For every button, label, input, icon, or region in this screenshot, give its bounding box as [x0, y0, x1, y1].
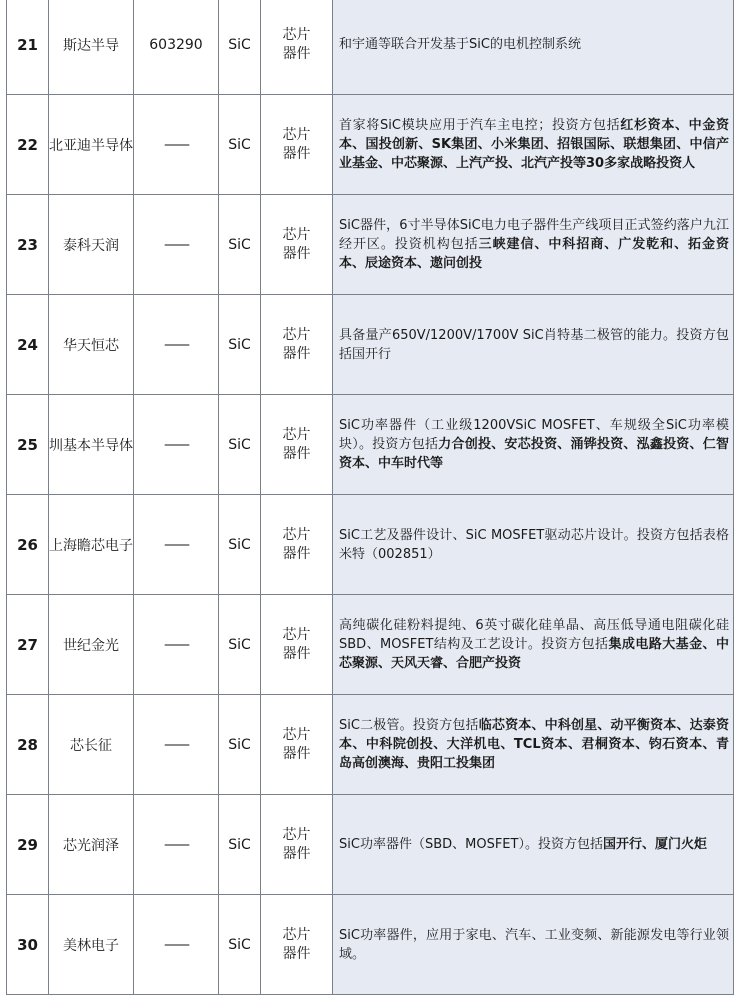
table-row — [7, 395, 734, 495]
description-text: 高纯碳化硅粉料提纯、6英寸碳化硅单晶、高压低导通电阻碳化硅SBD、MOSFET结构及工艺设计。投资方包括 — [339, 618, 729, 652]
product-type — [261, 195, 333, 295]
material: SiC — [219, 695, 261, 795]
description — [333, 695, 734, 795]
description — [333, 595, 734, 695]
product-type-line2: 器件 — [282, 245, 311, 262]
description-text: SiC功率器件，应用于家电、汽车、工业变频、新能源发电等行业领域。 — [339, 927, 729, 962]
description-text: 具备量产650V/1200V/1700V SiC肖特基二极管的能力。投资方包括国开行 — [339, 327, 729, 362]
product-type-line1: 芯片 — [282, 626, 311, 643]
product-type-line1: 芯片 — [282, 926, 311, 943]
product-type — [261, 595, 333, 695]
company-name: 芯长征 — [49, 695, 134, 795]
product-type-line2: 器件 — [282, 645, 311, 662]
row-number: 27 — [7, 595, 49, 695]
stock-code: —— — [134, 395, 219, 495]
row-number: 21 — [7, 0, 49, 95]
product-type — [261, 795, 333, 895]
table-row — [7, 795, 734, 895]
company-name: 斯达半导 — [49, 0, 134, 95]
investor-list: 集成电路大基金、中芯聚源、天风天睿、合肥产投资 — [339, 637, 729, 671]
material: SiC — [219, 95, 261, 195]
table-row — [7, 895, 734, 995]
row-number: 30 — [7, 895, 49, 995]
product-type — [261, 395, 333, 495]
product-type-line1: 芯片 — [282, 726, 311, 743]
description-text: SiC器件，6寸半导体SiC电力电子器件生产线项目正式签约落户九江经开区。投资机构包括 — [339, 218, 729, 252]
description — [333, 0, 734, 95]
product-type — [261, 495, 333, 595]
investor-list: 力合创投、安芯投资、涌铧投资、泓鑫投资、仁智资本、中车时代等 — [339, 437, 729, 471]
stock-code: —— — [134, 795, 219, 895]
product-type-line2: 器件 — [282, 745, 311, 762]
row-number: 29 — [7, 795, 49, 895]
product-type-line1: 芯片 — [282, 826, 311, 843]
company-name: 泰科天润 — [49, 195, 134, 295]
product-type-line1: 芯片 — [282, 226, 311, 243]
product-type-line2: 器件 — [282, 145, 311, 162]
stock-code: —— — [134, 595, 219, 695]
description — [333, 395, 734, 495]
company-name: 上海瞻芯电子 — [49, 495, 134, 595]
description-text: 首家将SiC模块应用于汽车主电控；投资方包括 — [339, 118, 621, 133]
row-number: 23 — [7, 195, 49, 295]
description — [333, 495, 734, 595]
row-number: 24 — [7, 295, 49, 395]
stock-code: —— — [134, 195, 219, 295]
company-name: 美林电子 — [49, 895, 134, 995]
company-name: 北亚迪半导体 — [49, 95, 134, 195]
stock-code: —— — [134, 895, 219, 995]
product-type-line2: 器件 — [282, 945, 311, 962]
material: SiC — [219, 495, 261, 595]
table-row — [7, 495, 734, 595]
material: SiC — [219, 0, 261, 95]
product-type-line1: 芯片 — [282, 26, 311, 43]
stock-code: 603290 — [134, 0, 219, 95]
material: SiC — [219, 895, 261, 995]
stock-code: —— — [134, 95, 219, 195]
product-type-line2: 器件 — [282, 45, 311, 62]
product-type — [261, 895, 333, 995]
investor-list: 临芯资本、中科创星、动平衡资本、达泰资本、中科院创投、大洋机电、TCL资本、君桐资本、钧石资本、青岛高创澳海、贵阳工投集团 — [339, 718, 729, 771]
row-number: 26 — [7, 495, 49, 595]
table-body — [7, 0, 734, 995]
description-text: 和宇通等联合开发基于SiC的电机控制系统 — [339, 37, 581, 52]
company-name: 芯光润泽 — [49, 795, 134, 895]
row-number: 25 — [7, 395, 49, 495]
description — [333, 795, 734, 895]
description-text: SiC二极管。投资方包括 — [339, 718, 479, 733]
product-type-line2: 器件 — [282, 545, 311, 562]
product-type-line2: 器件 — [282, 345, 311, 362]
product-type-line2: 器件 — [282, 845, 311, 862]
product-type-line1: 芯片 — [282, 326, 311, 343]
row-number: 28 — [7, 695, 49, 795]
description-text: SiC功率器件（工业级1200VSiC MOSFET、车规级全SiC功率模块）。投资方包括 — [339, 418, 729, 452]
company-name: 世纪金光 — [49, 595, 134, 695]
company-name: 圳基本半导体 — [49, 395, 134, 495]
table-row — [7, 595, 734, 695]
stock-code: —— — [134, 495, 219, 595]
material: SiC — [219, 295, 261, 395]
description — [333, 295, 734, 395]
row-number: 22 — [7, 95, 49, 195]
investor-list: 三峡建信、中科招商、广发乾和、拓金资本、辰途资本、遨问创投 — [339, 237, 729, 271]
product-type — [261, 95, 333, 195]
material: SiC — [219, 595, 261, 695]
product-type — [261, 695, 333, 795]
product-type-line1: 芯片 — [282, 126, 311, 143]
material: SiC — [219, 195, 261, 295]
stock-code: —— — [134, 695, 219, 795]
investor-list: 红杉资本、中金资本、国投创新、SK集团、小米集团、招银国际、联想集团、中信产业基金、中芯聚源、上汽产投、北汽产投等30多家战略投资人 — [339, 118, 729, 171]
table-row — [7, 195, 734, 295]
description — [333, 895, 734, 995]
stock-code: —— — [134, 295, 219, 395]
table-row — [7, 295, 734, 395]
investor-list: 国开行、厦门火炬 — [602, 837, 707, 852]
company-name: 华天恒芯 — [49, 295, 134, 395]
description-text: SiC功率器件（SBD、MOSFET）。投资方包括 — [339, 837, 603, 852]
table-row — [7, 695, 734, 795]
company-table — [6, 0, 734, 995]
product-type-line1: 芯片 — [282, 426, 311, 443]
description-text: SiC工艺及器件设计、SiC MOSFET驱动芯片设计。投资方包括表格米特（002851） — [339, 527, 729, 562]
description — [333, 95, 734, 195]
product-type-line2: 器件 — [282, 445, 311, 462]
product-type — [261, 0, 333, 95]
product-type — [261, 295, 333, 395]
description — [333, 195, 734, 295]
material: SiC — [219, 395, 261, 495]
table-row — [7, 0, 734, 95]
product-type-line1: 芯片 — [282, 526, 311, 543]
table-row — [7, 95, 734, 195]
material: SiC — [219, 795, 261, 895]
